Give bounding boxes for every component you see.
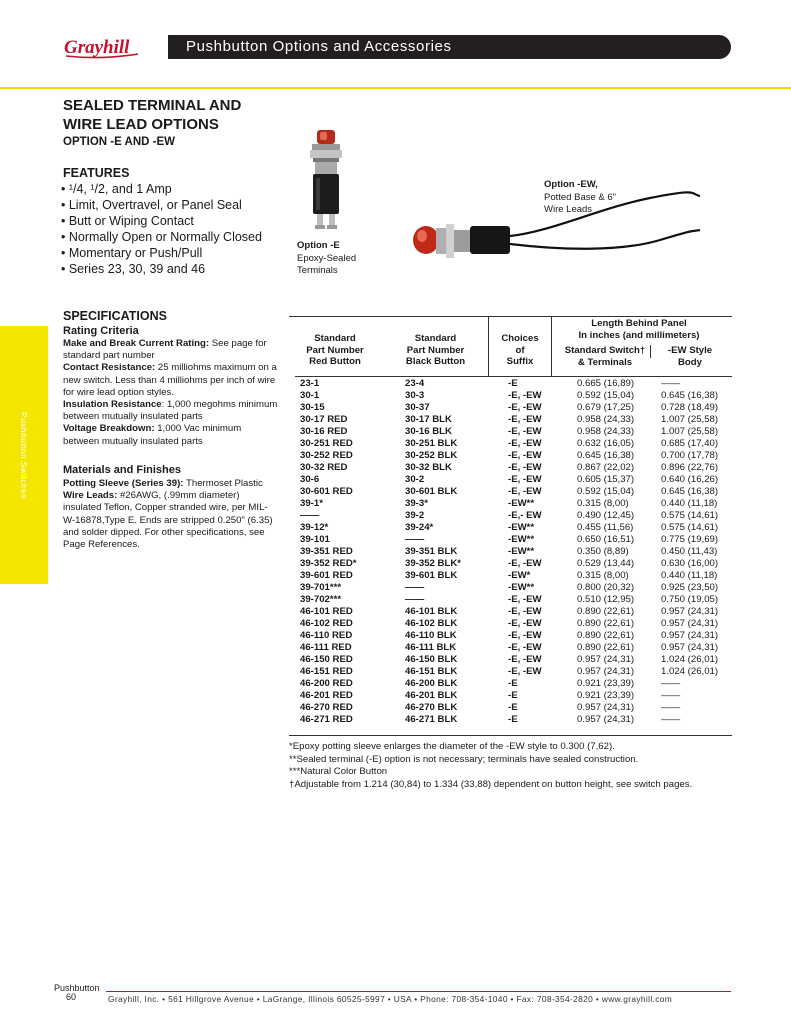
standard-length-cell: 0.867 (22,02) <box>577 462 635 473</box>
column-header-black-button <box>393 333 478 368</box>
red-part-number-cell: 30-16 RED <box>300 426 348 437</box>
red-part-number-cell: 39-352 RED* <box>300 558 357 569</box>
standard-length-cell: 0.490 (12,45) <box>577 510 635 521</box>
standard-length-cell: 0.890 (22,61) <box>577 606 635 617</box>
header-line: Standard Switch† <box>564 345 646 356</box>
black-part-number-cell: 39-2 <box>405 510 425 521</box>
footnote: **Sealed terminal (-E) option is not necessary; terminals have sealed construction. <box>289 753 639 765</box>
spec-insulation-resistance <box>63 399 278 423</box>
standard-length-cell: 0.315 (8,00) <box>577 570 629 581</box>
ew-body-length-cell: 1.007 (25,58) <box>661 426 719 437</box>
table-row <box>295 606 732 618</box>
standard-length-cell: 0.921 (23,39) <box>577 678 635 689</box>
page-number: 60 <box>66 992 77 1002</box>
ew-body-length-cell: 0.640 (16,26) <box>661 474 719 485</box>
header-line: Standard <box>314 333 356 344</box>
black-part-number-cell: 46-111 BLK <box>405 642 457 653</box>
black-part-number-cell: 30-251 BLK <box>405 438 458 449</box>
standard-length-cell: 0.645 (16,38) <box>577 450 635 461</box>
suffix-choices-cell: -E <box>508 690 518 701</box>
table-row <box>295 582 732 594</box>
header-line: Part Number <box>406 344 465 356</box>
suffix-choices-cell: -E, -EW <box>508 462 542 473</box>
features-list <box>61 181 262 277</box>
red-part-number-cell: 30-601 RED <box>300 486 353 497</box>
black-part-number-cell: 46-151 BLK <box>405 666 458 677</box>
materials-heading: Materials and Finishes <box>63 464 181 476</box>
table-row <box>295 390 732 402</box>
suffix-choices-cell: -E, -EW <box>508 642 542 653</box>
table-row <box>295 558 732 570</box>
standard-length-cell: 0.679 (17,25) <box>577 402 635 413</box>
footnote: †Adjustable from 1.214 (30,84) to 1.334 (33,88) dependent on button height, see switch pages. <box>289 778 693 790</box>
table-row <box>295 618 732 630</box>
material-potting-sleeve <box>63 478 278 490</box>
black-part-number-cell: 30-252 BLK <box>405 450 458 461</box>
suffix-choices-cell: -E, -EW <box>508 606 542 617</box>
suffix-choices-cell: -E <box>508 678 518 689</box>
suffix-choices-cell: -E, -EW <box>508 486 542 497</box>
spec-label: Insulation Resistance <box>63 399 162 411</box>
black-part-number-cell: 46-201 BLK <box>405 690 458 701</box>
ew-body-length-cell: 0.440 (11,18) <box>661 570 718 581</box>
spec-text: 1,000 Vac minimum between mutually insulated parts <box>63 423 242 447</box>
option-ew-line-2: Wire Leads <box>544 204 593 215</box>
spec-label: Make and Break Current Rating: <box>63 338 210 349</box>
table-row <box>295 594 732 606</box>
standard-length-cell: 0.605 (15,37) <box>577 474 635 485</box>
table-row <box>295 534 732 546</box>
ew-body-length-cell: —— <box>661 702 681 713</box>
standard-length-cell: 0.510 (12,95) <box>577 594 635 605</box>
red-part-number-cell: 46-102 RED <box>300 618 353 629</box>
logo-wordmark: Grayhill <box>64 37 130 58</box>
table-body <box>295 378 732 726</box>
suffix-choices-cell: -EW** <box>508 498 535 509</box>
standard-length-cell: 0.592 (15,04) <box>577 486 635 497</box>
page-subtitle: OPTION -E AND -EW <box>63 136 176 148</box>
ew-body-length-cell: 0.685 (17,40) <box>661 438 719 449</box>
ew-body-length-cell: 0.775 (19,69) <box>661 534 719 545</box>
black-part-number-cell: 46-200 BLK <box>405 678 458 689</box>
ew-body-length-cell: 0.575 (14,61) <box>661 510 719 521</box>
ew-body-length-cell: 0.957 (24,31) <box>661 642 719 653</box>
table-row <box>295 450 732 462</box>
suffix-choices-cell: -E, -EW <box>508 450 542 461</box>
red-part-number-cell: 30-1 <box>300 390 320 401</box>
spec-label: Wire Leads: <box>63 490 118 502</box>
footer-address: Grayhill, Inc. • 561 Hillgrove Avenue • LaGrange, Illinois 60525-5997 • USA • Phone: 708-354-1040 • Fax: 708-354-2820 • www.grayhill.com <box>108 994 673 1004</box>
spec-make-break <box>63 338 278 362</box>
red-part-number-cell: 30-251 RED <box>300 438 353 449</box>
ew-body-length-cell: 0.750 (19,05) <box>661 594 719 605</box>
ew-body-length-cell: —— <box>661 678 681 689</box>
page-title-line-1: SEALED TERMINAL AND <box>63 97 242 114</box>
red-part-number-cell: 30-252 RED <box>300 450 353 461</box>
suffix-choices-cell: -E,- EW <box>508 510 542 521</box>
feature-item: • Limit, Overtravel, or Panel Seal <box>61 198 242 212</box>
header-line: -EW Style <box>667 345 713 356</box>
black-part-number-cell: 23-4 <box>405 378 425 389</box>
footnote: ***Natural Color Button <box>289 766 388 777</box>
table-row <box>295 414 732 426</box>
black-part-number-cell: 30-601 BLK <box>405 486 458 497</box>
side-tab-label-wrap <box>10 330 38 580</box>
red-part-number-cell: 30-17 RED <box>300 414 348 425</box>
standard-length-cell: 0.957 (24,31) <box>577 702 635 713</box>
suffix-choices-cell: -E <box>508 714 518 725</box>
suffix-choices-cell: -E, -EW <box>508 594 542 605</box>
table-row <box>295 522 732 534</box>
black-part-number-cell: 39-352 BLK* <box>405 558 461 569</box>
ew-body-length-cell: 0.645 (16,38) <box>661 390 719 401</box>
black-part-number-cell: 46-271 BLK <box>405 714 458 725</box>
ew-body-length-cell: —— <box>661 690 681 701</box>
ew-body-length-cell: 0.728 (18,49) <box>661 402 719 413</box>
standard-length-cell: 0.958 (24,33) <box>577 426 635 437</box>
ew-body-length-cell: 1.007 (25,58) <box>661 414 719 425</box>
header-line: Part Number <box>306 344 364 356</box>
header-line: Suffix <box>506 356 534 367</box>
suffix-choices-cell: -E, -EW <box>508 654 542 665</box>
table-row <box>295 474 732 486</box>
red-part-number-cell: 46-101 RED <box>300 606 353 617</box>
table-row <box>295 402 732 414</box>
table-row <box>295 462 732 474</box>
side-tab-label: Pushbutton Switches <box>19 411 29 499</box>
table-row <box>295 510 732 522</box>
suffix-choices-cell: -EW** <box>508 546 535 557</box>
suffix-choices-cell: -EW* <box>508 570 531 581</box>
spec-voltage-breakdown <box>63 423 278 447</box>
standard-length-cell: 0.529 (13,44) <box>577 558 635 569</box>
spec-text: : 1,000 megohms minimum between mutually insulated parts <box>63 399 278 423</box>
suffix-choices-cell: -E, -EW <box>508 438 542 449</box>
black-part-number-cell: 46-101 BLK <box>405 606 458 617</box>
page-section-title: Pushbutton Options and Accessories <box>186 38 452 55</box>
specifications-section <box>63 309 278 448</box>
rating-criteria-heading: Rating Criteria <box>63 325 139 337</box>
red-part-number-cell: 23-1 <box>300 378 320 389</box>
specifications-heading: SPECIFICATIONS <box>63 309 167 323</box>
black-part-number-cell: 30-3 <box>405 390 425 401</box>
table-row <box>295 678 732 690</box>
materials-section <box>63 464 278 551</box>
black-part-number-cell: 30-37 <box>405 402 430 413</box>
standard-length-cell: 0.315 (8,00) <box>577 498 629 509</box>
header-line: & Terminals <box>577 356 633 368</box>
column-header-ew-body <box>656 345 724 368</box>
material-wire-leads <box>63 490 278 551</box>
suffix-choices-cell: -E, -EW <box>508 558 542 569</box>
header-divider <box>650 345 651 358</box>
footer-rule <box>106 991 731 992</box>
red-part-number-cell: 46-200 RED <box>300 678 353 689</box>
standard-length-cell: 0.957 (24,31) <box>577 714 635 725</box>
standard-length-cell: 0.350 (8,89) <box>577 546 629 557</box>
spec-contact-resistance <box>63 362 278 399</box>
ew-body-length-cell: 0.896 (22,76) <box>661 462 719 473</box>
red-part-number-cell: 30-32 RED <box>300 462 348 473</box>
ew-body-length-cell: 0.957 (24,31) <box>661 618 719 629</box>
suffix-choices-cell: -E <box>508 378 518 389</box>
table-header-rule <box>295 376 732 377</box>
option-ew-title: Option -EW, <box>544 179 598 190</box>
standard-length-cell: 0.800 (20,32) <box>577 582 635 593</box>
black-part-number-cell: 30-16 BLK <box>405 426 452 437</box>
table-row <box>295 438 732 450</box>
table-row <box>295 630 732 642</box>
standard-length-cell: 0.890 (22,61) <box>577 630 635 641</box>
black-part-number-cell: 46-110 BLK <box>405 630 457 641</box>
header-line: Length Behind Panel <box>591 318 687 329</box>
column-header-standard-switch <box>560 345 650 368</box>
standard-length-cell: 0.665 (16,89) <box>577 378 635 389</box>
option-ew-line-1: Potted Base & 6" <box>544 191 617 203</box>
black-part-number-cell: —— <box>405 534 425 545</box>
option-ew-caption <box>544 179 616 217</box>
suffix-choices-cell: -E, -EW <box>508 630 542 641</box>
red-part-number-cell: 46-110 RED <box>300 630 353 641</box>
spec-text: #26AWG, (.99mm diameter) insulated Teflon, Copper stranded wire, per MIL-W-16878,Type E. Ends are stripped 0.250" (6.35) and solder dipped. For other specifications, see Page References. <box>63 490 273 551</box>
header-line: Standard <box>414 333 457 344</box>
red-part-number-cell: 30-15 <box>300 402 325 413</box>
red-part-number-cell: 46-150 RED <box>300 654 353 665</box>
red-part-number-cell: 39-702*** <box>300 594 342 605</box>
ew-body-length-cell: 0.575 (14,61) <box>661 522 719 533</box>
suffix-choices-cell: -EW** <box>508 534 535 545</box>
red-part-number-cell: —— <box>300 510 320 521</box>
black-part-number-cell: 30-2 <box>405 474 425 485</box>
option-e-title: Option -E <box>297 240 340 251</box>
header-line: In inches (and millimeters) <box>578 329 700 341</box>
red-part-number-cell: 46-201 RED <box>300 690 353 701</box>
feature-item: • Momentary or Push/Pull <box>61 246 203 260</box>
standard-length-cell: 0.890 (22,61) <box>577 618 635 629</box>
feature-item: • Normally Open or Normally Closed <box>61 230 262 244</box>
column-header-length <box>556 318 722 341</box>
page-title-line-2: WIRE LEAD OPTIONS <box>63 116 219 133</box>
black-part-number-cell: 46-150 BLK <box>405 654 458 665</box>
black-part-number-cell: 30-32 BLK <box>405 462 452 473</box>
black-part-number-cell: 30-17 BLK <box>405 414 452 425</box>
suffix-choices-cell: -E, -EW <box>508 426 542 437</box>
red-part-number-cell: 46-270 RED <box>300 702 353 713</box>
standard-length-cell: 0.650 (16,51) <box>577 534 635 545</box>
standard-length-cell: 0.890 (22,61) <box>577 642 635 653</box>
table-row <box>295 426 732 438</box>
suffix-choices-cell: -E, -EW <box>508 414 542 425</box>
suffix-choices-cell: -E <box>508 702 518 713</box>
ew-body-length-cell: 1.024 (26,01) <box>661 654 719 665</box>
footnote: *Epoxy potting sleeve enlarges the diameter of the -EW style to 0.300 (7,62). <box>289 741 615 752</box>
spec-label: Contact Resistance: <box>63 362 156 374</box>
header-line: Red Button <box>309 356 361 367</box>
table-row <box>295 570 732 582</box>
table-row <box>295 690 732 702</box>
spec-label: Voltage Breakdown: <box>63 423 155 435</box>
suffix-choices-cell: -EW** <box>508 522 535 533</box>
ew-body-length-cell: 0.925 (23,50) <box>661 582 719 593</box>
suffix-choices-cell: -E, -EW <box>508 618 542 629</box>
ew-body-length-cell: 0.645 (16,38) <box>661 486 719 497</box>
suffix-choices-cell: -E, -EW <box>508 474 542 485</box>
red-part-number-cell: 30-6 <box>300 474 320 485</box>
black-part-number-cell: 39-601 BLK <box>405 570 458 581</box>
standard-length-cell: 0.592 (15,04) <box>577 390 635 401</box>
ew-body-length-cell: —— <box>661 378 681 389</box>
red-part-number-cell: 39-351 RED <box>300 546 353 557</box>
red-part-number-cell: 46-151 RED <box>300 666 353 677</box>
standard-length-cell: 0.957 (24,31) <box>577 666 635 677</box>
features-heading: FEATURES <box>63 166 130 180</box>
header-rule <box>0 87 791 89</box>
table-row <box>295 654 732 666</box>
spec-label: Potting Sleeve (Series 39): <box>63 478 184 489</box>
ew-body-length-cell: 0.630 (16,00) <box>661 558 719 569</box>
table-row <box>295 378 732 390</box>
header-line: Black Button <box>405 356 466 367</box>
spec-text: Thermoset Plastic <box>186 478 263 489</box>
standard-length-cell: 0.957 (24,31) <box>577 654 635 665</box>
option-e-switch-photo <box>300 128 360 240</box>
feature-item: • Butt or Wiping Contact <box>61 214 194 228</box>
table-row <box>295 642 732 654</box>
table-row <box>295 714 732 726</box>
table-row <box>295 702 732 714</box>
header-line: Choices <box>501 333 539 344</box>
ew-body-length-cell: 0.440 (11,18) <box>661 498 718 509</box>
black-part-number-cell: 39-351 BLK <box>405 546 458 557</box>
ew-body-length-cell: —— <box>661 714 681 725</box>
red-part-number-cell: 39-12* <box>300 522 329 533</box>
footnotes <box>289 741 692 791</box>
table-row <box>295 498 732 510</box>
ew-body-length-cell: 0.957 (24,31) <box>661 606 719 617</box>
red-part-number-cell: 46-111 RED <box>300 642 352 653</box>
suffix-choices-cell: -E, -EW <box>508 390 542 401</box>
ew-body-length-cell: 0.700 (17,78) <box>661 450 719 461</box>
option-e-line-1: Epoxy-Sealed <box>297 252 357 264</box>
suffix-choices-cell: -EW** <box>508 582 535 593</box>
black-part-number-cell: —— <box>405 594 425 605</box>
suffix-choices-cell: -E, -EW <box>508 666 542 677</box>
page-title <box>63 96 283 134</box>
standard-length-cell: 0.455 (11,56) <box>577 522 634 533</box>
black-part-number-cell: 46-102 BLK <box>405 618 458 629</box>
red-part-number-cell: 39-101 <box>300 534 330 545</box>
standard-length-cell: 0.632 (16,05) <box>577 438 635 449</box>
spec-text: See page for standard part number <box>63 338 267 362</box>
footer-section-label: Pushbutton <box>54 983 100 993</box>
black-part-number-cell: 39-3* <box>405 498 428 509</box>
red-part-number-cell: 39-601 RED <box>300 570 353 581</box>
red-part-number-cell: 39-701*** <box>300 582 342 593</box>
standard-length-cell: 0.958 (24,33) <box>577 414 635 425</box>
table-row <box>295 666 732 678</box>
ew-body-length-cell: 1.024 (26,01) <box>661 666 719 677</box>
black-part-number-cell: —— <box>405 582 425 593</box>
ew-body-length-cell: 0.957 (24,31) <box>661 630 719 641</box>
red-part-number-cell: 39-1* <box>300 498 323 509</box>
grayhill-logo <box>62 34 142 60</box>
black-part-number-cell: 46-270 BLK <box>405 702 458 713</box>
black-part-number-cell: 39-24* <box>405 522 434 533</box>
header-line: Body <box>678 356 702 368</box>
option-e-line-2: Terminals <box>297 265 338 276</box>
option-e-caption <box>297 240 356 278</box>
red-part-number-cell: 46-271 RED <box>300 714 353 725</box>
header-line: of <box>515 344 525 356</box>
standard-length-cell: 0.921 (23,39) <box>577 690 635 701</box>
column-header-suffix <box>490 333 550 368</box>
table-row <box>295 546 732 558</box>
spec-text: 25 milliohms maximum on a new switch. Less than 4 milliohms per inch of wire for wire lead option styles. <box>63 362 277 398</box>
suffix-choices-cell: -E, -EW <box>508 402 542 413</box>
column-header-red-button <box>295 333 375 368</box>
feature-item: • ¹/4, ¹/2, and 1 Amp <box>61 182 172 196</box>
table-row <box>295 486 732 498</box>
ew-body-length-cell: 0.450 (11,43) <box>661 546 718 557</box>
feature-item: • Series 23, 30, 39 and 46 <box>61 262 206 276</box>
